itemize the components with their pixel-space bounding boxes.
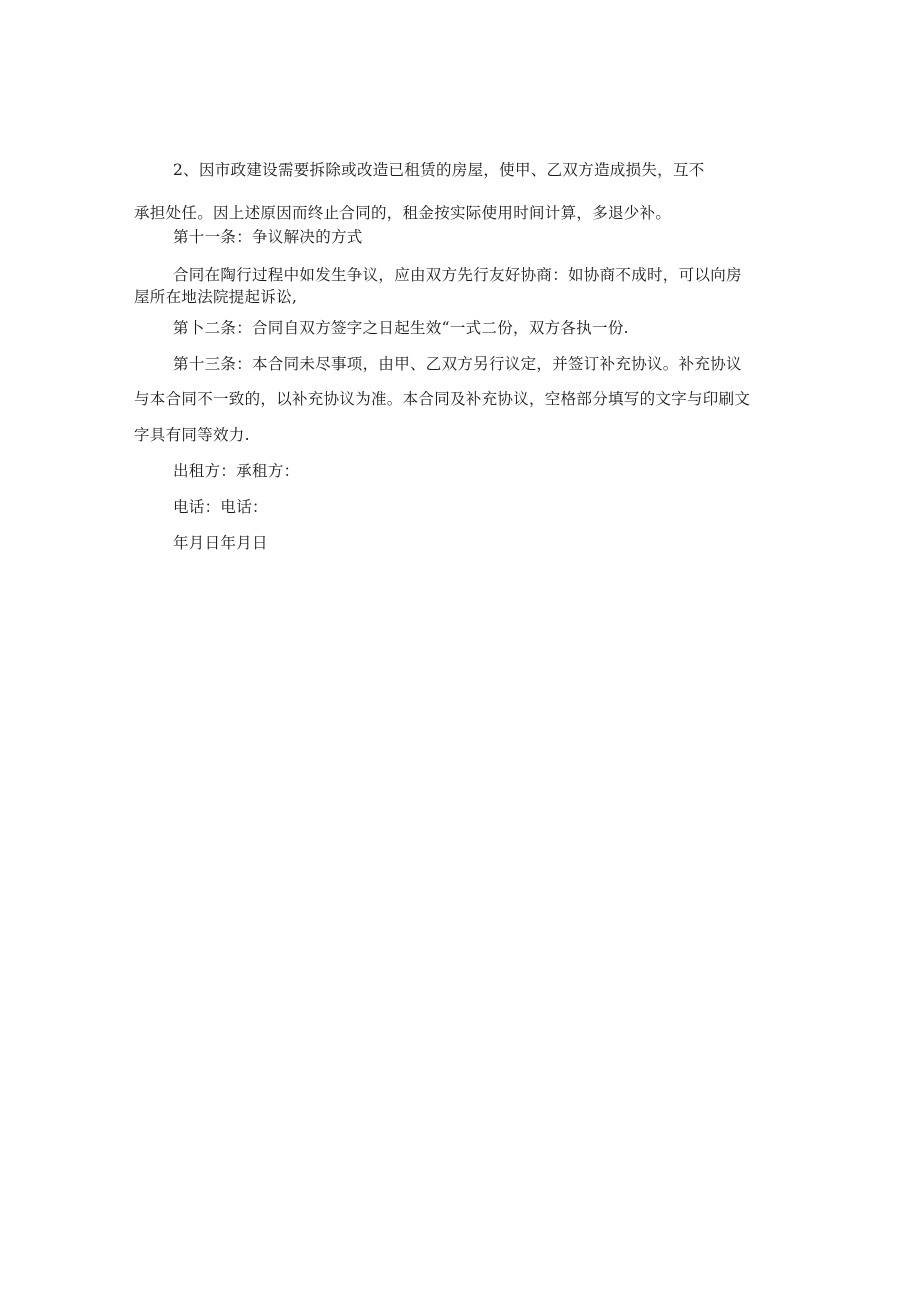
article-11-body: 合同在陶行过程中如发生争议，应由双方先行友好协商：如协商不成时，可以向房 [173, 266, 742, 284]
article-13-continued: 与本合同不一致的，以补充协议为准。本合同及补充协议，空格部分填写的文字与印刷文 [134, 390, 751, 408]
paragraph-demolition-clause-continued: 承担处任。因上述原因而终止合同的，租金按实际使用时间计算，多退少补。 [134, 204, 672, 222]
signature-parties: 出租方：承租方： [173, 462, 300, 480]
article-11-body-continued: 屋所在地法院提起诉讼, [134, 288, 298, 306]
article-13: 第十三条：本合同未尽事项，由甲、乙双方另行议定，并签订补充协议。补充协议 [173, 355, 742, 373]
article-12: 第卜二条：合同自双方签字之日起生效“一式二份，双方各执一份. [173, 319, 629, 337]
article-11-heading: 第十一条：争议解决的方式 [173, 228, 363, 246]
article-13-continued-end: 字具有同等效力. [134, 426, 250, 444]
signature-dates: 年月日年月日 [173, 534, 268, 552]
paragraph-demolition-clause: 2、因市政建设需要拆除或改造已租赁的房屋，使甲、乙双方造成损失，互不 [173, 161, 705, 179]
signature-phones: 电话：电话： [173, 498, 268, 516]
